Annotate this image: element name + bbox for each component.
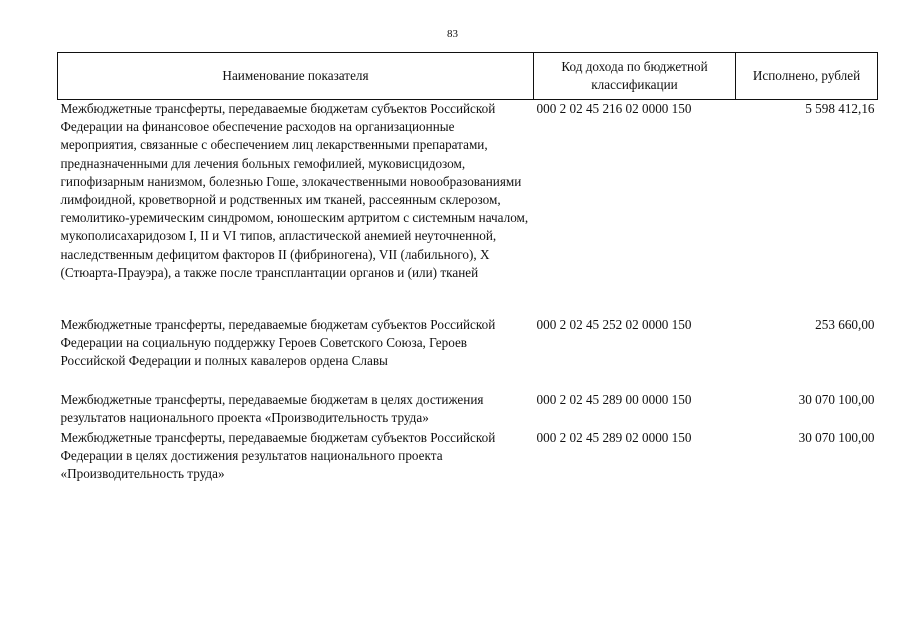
table-header-row — [58, 53, 878, 100]
table-row — [58, 391, 878, 429]
revenue-code-cell: 000 2 02 45 289 02 0000 150 — [536, 430, 692, 446]
revenue-code-cell: 000 2 02 45 252 02 0000 150 — [536, 317, 692, 333]
executed-amount-cell: 30 070 100,00 — [798, 430, 875, 446]
revenue-code-cell: 000 2 02 45 216 02 0000 150 — [536, 101, 692, 116]
revenue-table — [57, 52, 878, 484]
revenue-code-cell: 000 2 02 45 289 00 0000 150 — [536, 391, 692, 407]
table-row — [58, 316, 878, 391]
revenue-table-container — [57, 52, 877, 484]
executed-amount-cell: 253 660,00 — [815, 317, 875, 333]
header-indicator-name: Наименование показателя — [58, 53, 534, 100]
table-row — [58, 100, 878, 317]
indicator-name-cell: Межбюджетные трансферты, передаваемые бюджетам субъектов Российской Федерации на финансовое обеспечение расходов на организационные мероприятия, связанные с обеспечением лиц лекарственными препаратами, предназначенными для лечения больных гемофилией, муковисцидозом, гипофизарным нанизмом, болезнью Гоше, злокачественными новообразованиями лимфоидной, кроветворной и родственных им тканей, рассеянным склерозом, гемолитико-уремическим синдромом, юношеским артритом с системным началом, мукополисахаридозом I, II и VI типов, апластической анемией неуточненной, наследственным дефицитом факторов II (фибриногена), VII (лабильного), X (Стюарта-Прауэра), а также после трансплантации органов и (или) тканей — [60, 101, 529, 280]
executed-amount-cell: 5 598 412,16 — [805, 101, 875, 116]
header-executed-amount: Исполнено, рублей — [736, 53, 878, 100]
indicator-name-cell: Межбюджетные трансферты, передаваемые бюджетам субъектов Российской Федерации в целях достижения результатов национального проекта «Производительность труда» — [60, 430, 496, 482]
header-revenue-code: Код дохода по бюджетной классификации — [534, 53, 736, 100]
table-row — [58, 429, 878, 484]
page-number: 83 — [447, 28, 458, 40]
indicator-name-cell: Межбюджетные трансферты, передаваемые бюджетам в целях достижения результатов национального проекта «Производительность труда» — [60, 391, 484, 425]
indicator-name-cell: Межбюджетные трансферты, передаваемые бюджетам субъектов Российской Федерации на социальную поддержку Героев Советского Союза, Героев Российской Федерации и полных кавалеров ордена Славы — [60, 317, 496, 369]
executed-amount-cell: 30 070 100,00 — [798, 391, 875, 407]
